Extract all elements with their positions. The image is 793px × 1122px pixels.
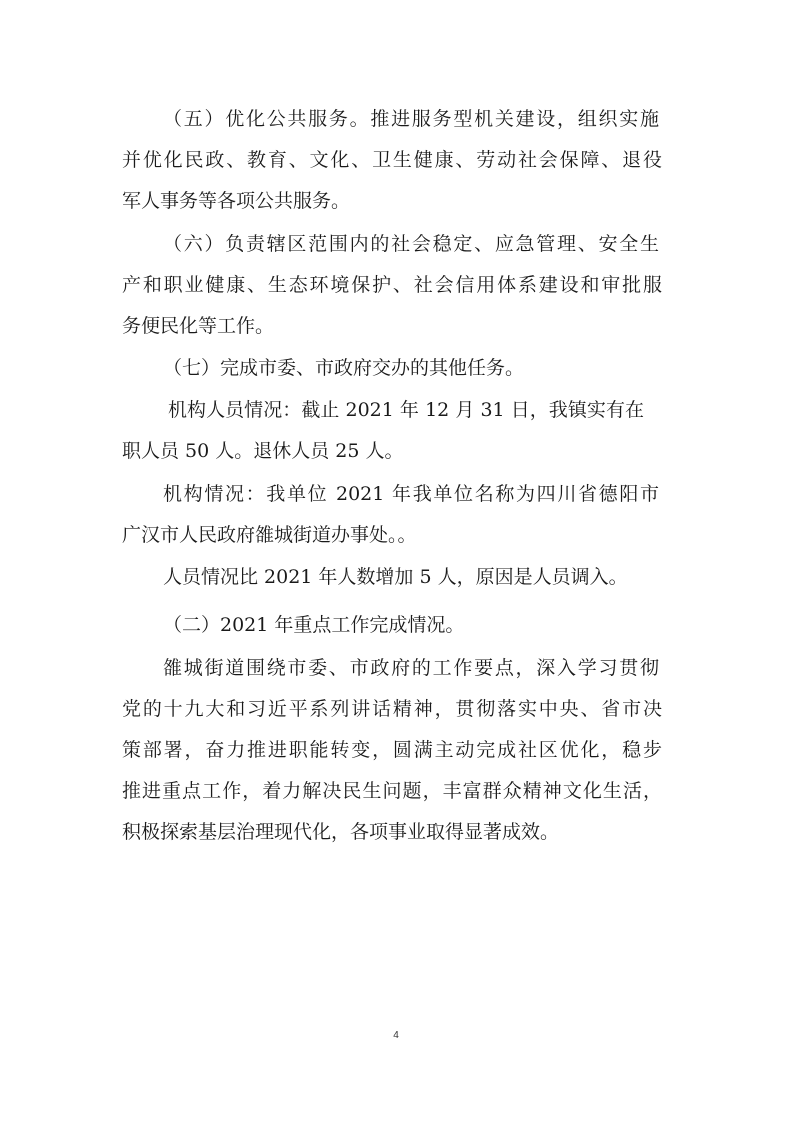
item-5-line-1: （五）优化公共服务。推进服务型机关建设，组织实施	[163, 108, 659, 130]
item-6-line-3: 务便民化等工作。	[122, 315, 275, 337]
institution-line-1: 机构情况：我单位 2021 年我单位名称为四川省德阳市	[163, 483, 659, 505]
staffing-line-1: 机构人员情况：截止 2021 年 12 月 31 日，我镇实有在	[168, 399, 644, 421]
section-2-heading: （二）2021 年重点工作完成情况。	[163, 614, 465, 636]
summary-line-1: 雒城街道围绕市委、市政府的工作要点，深入学习贯彻	[163, 657, 659, 679]
summary-line-4: 推进重点工作，着力解决民生问题，丰富群众精神文化生活，	[122, 780, 662, 802]
staffing-line-2: 职人员 50 人。退休人员 25 人。	[122, 440, 404, 462]
item-6-line-2: 产和职业健康、生态环境保护、社会信用体系建设和审批服	[122, 274, 662, 296]
staff-change-line-1: 人员情况比 2021 年人数增加 5 人，原因是人员调入。	[163, 566, 628, 588]
item-7-line-1: （七）完成市委、市政府交办的其他任务。	[163, 357, 525, 379]
item-5-line-2: 并优化民政、教育、文化、卫生健康、劳动社会保障、退役	[122, 149, 662, 171]
item-6-line-1: （六）负责辖区范围内的社会稳定、应急管理、安全生	[163, 233, 659, 255]
summary-line-3: 策部署，奋力推进职能转变，圆满主动完成社区优化，稳步	[122, 739, 662, 761]
institution-line-2: 广汉市人民政府雒城街道办事处。。	[122, 524, 417, 546]
item-5-line-3: 军人事务等各项公共服务。	[122, 190, 351, 212]
summary-line-5: 积极探索基层治理现代化，各项事业取得显著成效。	[122, 821, 560, 843]
summary-line-2: 党的十九大和习近平系列讲话精神，贯彻落实中央、省市决	[122, 698, 662, 720]
page-number: 4	[393, 1030, 399, 1041]
